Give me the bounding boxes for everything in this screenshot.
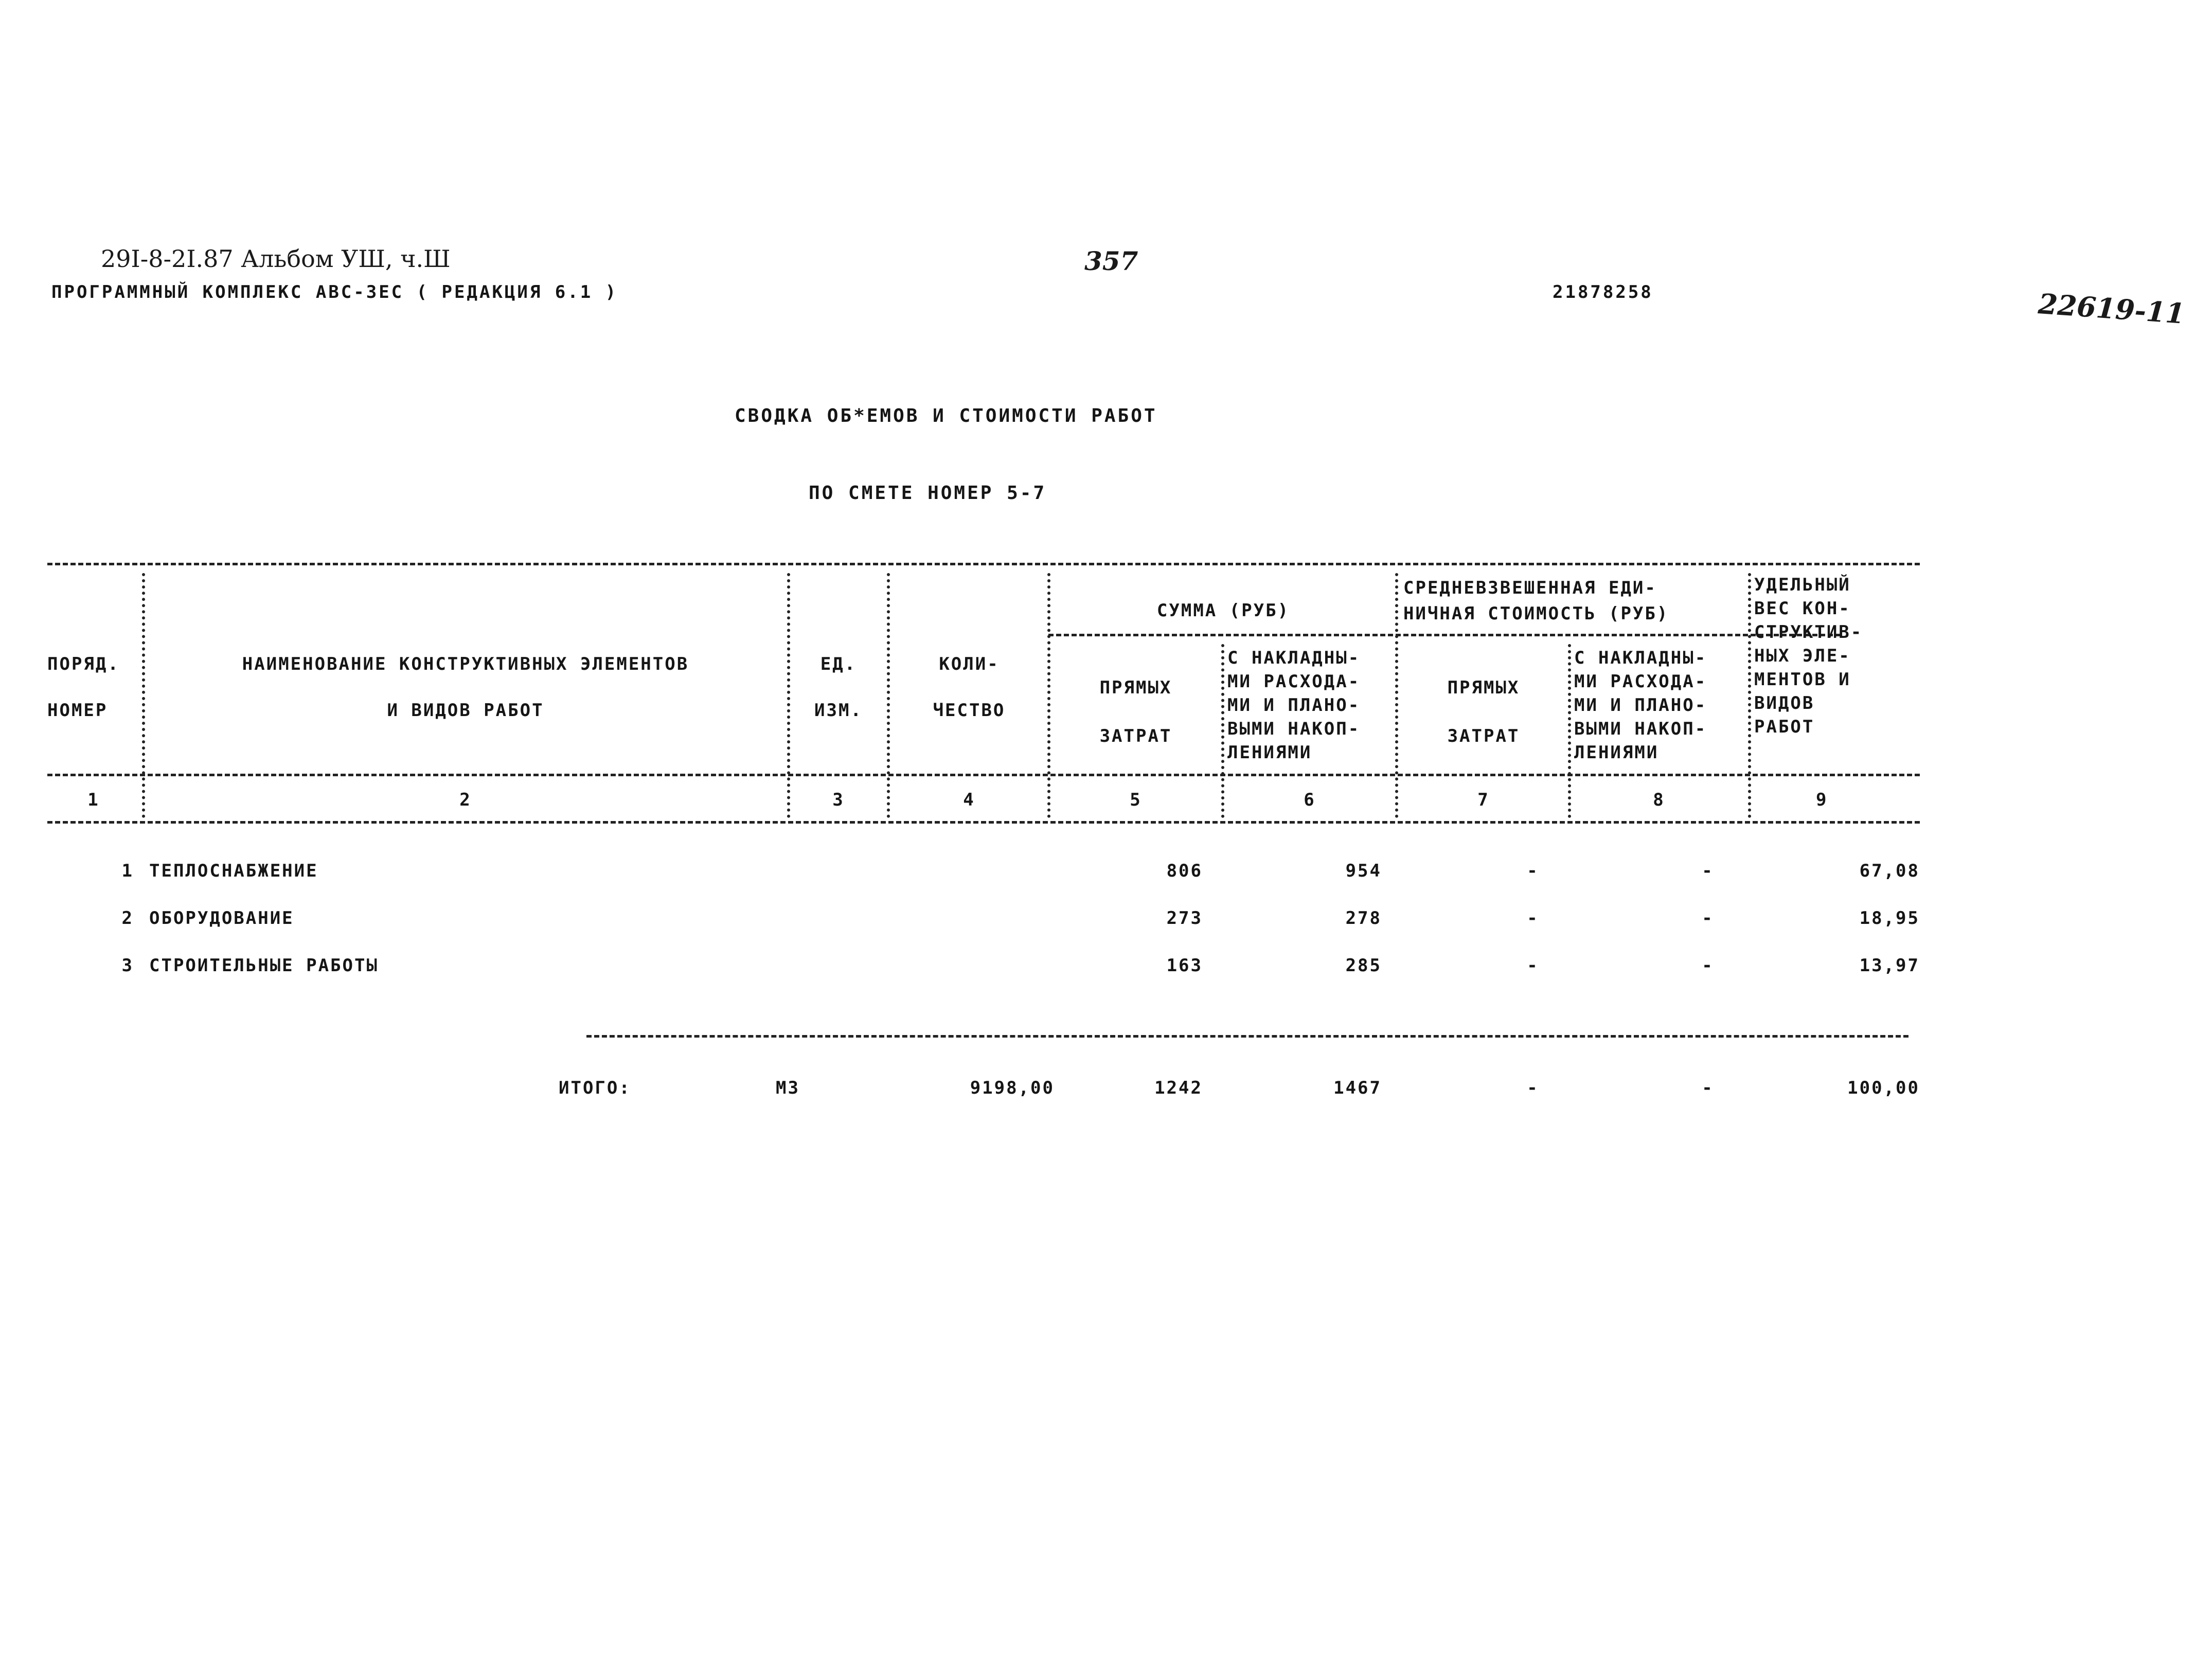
total-unit: М3 [776, 1078, 800, 1098]
row-avg-direct: - [1527, 908, 1539, 929]
column-number-3: 3 [832, 790, 845, 810]
total-label: ИТОГО: [559, 1078, 631, 1098]
row-weight: 67,08 [1859, 861, 1920, 881]
header-order-number: ПОРЯД. НОМЕР [47, 654, 120, 721]
header-unit: ЕД. ИЗМ. [814, 654, 863, 721]
column-number-7: 7 [1477, 790, 1490, 810]
header-sum-direct: ПРЯМЫХ ЗАТРАТ [1099, 677, 1172, 746]
document-title: СВОДКА ОБ*ЕМОВ И СТОИМОСТИ РАБОТ [735, 405, 1157, 426]
header-specific-weight: УДЕЛЬНЫЙ ВЕС КОН- СТРУКТИВ- НЫХ ЭЛЕ- МЕНТОВ И ВИДОВ РАБОТ [1754, 575, 1863, 737]
row-number: 3 [121, 955, 134, 976]
header-quantity: КОЛИ- ЧЕСТВО [933, 654, 1006, 721]
total-sum-direct: 1242 [1154, 1078, 1203, 1098]
header-bottom-rule [47, 774, 1920, 776]
row-sum-direct: 806 [1166, 861, 1203, 881]
row-sum-direct: 163 [1166, 955, 1203, 976]
row-name: СТРОИТЕЛЬНЫЕ РАБОТЫ [149, 955, 379, 976]
row-avg-overhead: - [1702, 908, 1714, 929]
row-number: 1 [121, 861, 134, 881]
row-weight: 13,97 [1859, 955, 1920, 976]
row-sum-overhead: 954 [1345, 861, 1382, 881]
column-number-4: 4 [963, 790, 975, 810]
row-sum-overhead: 285 [1345, 955, 1382, 976]
header-sum-group: СУММА (РУБ) [1156, 600, 1290, 621]
separator-6 [1395, 573, 1398, 818]
row-avg-overhead: - [1702, 955, 1714, 976]
separator-8 [1748, 573, 1751, 818]
row-name: ОБОРУДОВАНИЕ [149, 908, 294, 929]
program-code: 21878258 [1553, 282, 1653, 302]
column-number-5: 5 [1130, 790, 1142, 810]
column-number-8: 8 [1653, 790, 1665, 810]
column-number-2: 2 [459, 790, 472, 810]
header-avg-cost-group: СРЕДНЕВЗВЕШЕННАЯ ЕДИ- НИЧНАЯ СТОИМОСТЬ (РУБ) [1403, 578, 1669, 624]
row-avg-overhead: - [1702, 861, 1714, 881]
total-avg-overhead: - [1702, 1078, 1714, 1098]
handwritten-reference: 22619-11 [2037, 287, 2186, 330]
column-number-9: 9 [1816, 790, 1828, 810]
total-weight: 100,00 [1847, 1078, 1920, 1098]
estimate-number: ПО СМЕТЕ НОМЕР 5-7 [809, 483, 1047, 504]
row-number: 2 [121, 908, 134, 929]
page-number: 357 [1084, 246, 1138, 276]
row-avg-direct: - [1527, 861, 1539, 881]
column-number-6: 6 [1304, 790, 1316, 810]
header-sum-overhead: С НАКЛАДНЫ- МИ РАСХОДА- МИ И ПЛАНО- ВЫМИ НАКОП- ЛЕНИЯМИ [1227, 648, 1361, 763]
row-avg-direct: - [1527, 955, 1539, 976]
total-sum-overhead: 1467 [1333, 1078, 1382, 1098]
total-rule [586, 1035, 1908, 1038]
program-line: ПРОГРАММНЫЙ КОМПЛЕКС АВС-3ЕС ( РЕДАКЦИЯ 6.1 ) [51, 282, 618, 302]
separator-3 [887, 573, 890, 818]
separator-1 [142, 573, 145, 818]
separator-2 [787, 573, 790, 818]
header-avg-direct: ПРЯМЫХ ЗАТРАТ [1447, 677, 1520, 746]
separator-7 [1568, 644, 1571, 818]
total-quantity: 9198,00 [970, 1078, 1055, 1098]
header-element-name: НАИМЕНОВАНИЕ КОНСТРУКТИВНЫХ ЭЛЕМЕНТОВ И ВИДОВ РАБОТ [242, 654, 689, 721]
separator-5 [1221, 644, 1224, 818]
table-top-rule [47, 563, 1920, 565]
row-weight: 18,95 [1859, 908, 1920, 929]
separator-4 [1047, 573, 1050, 818]
row-sum-overhead: 278 [1345, 908, 1382, 929]
row-sum-direct: 273 [1166, 908, 1203, 929]
column-number-1: 1 [87, 790, 100, 810]
column-number-rule [47, 821, 1920, 824]
total-avg-direct: - [1527, 1078, 1539, 1098]
document-reference: 29I-8-2I.87 Альбом УШ, ч.Ш [101, 245, 451, 273]
row-name: ТЕПЛОСНАБЖЕНИЕ [149, 861, 318, 881]
group-header-rule [1048, 634, 1841, 636]
header-avg-overhead: С НАКЛАДНЫ- МИ РАСХОДА- МИ И ПЛАНО- ВЫМИ НАКОП- ЛЕНИЯМИ [1574, 648, 1707, 763]
